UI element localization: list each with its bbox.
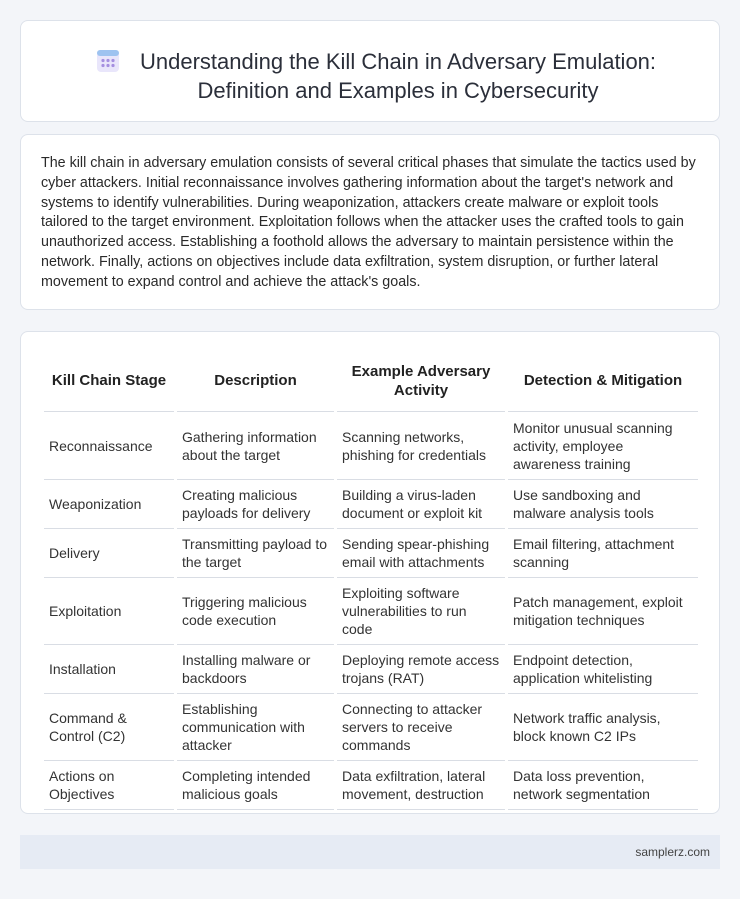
cell-description: Completing intended malicious goals <box>177 761 334 810</box>
cell-stage: Delivery <box>44 529 174 578</box>
cell-example: Deploying remote access trojans (RAT) <box>337 645 505 694</box>
cell-detection: Monitor unusual scanning activity, employee awareness training <box>508 412 698 480</box>
cell-description: Triggering malicious code execution <box>177 578 334 645</box>
cell-example: Exploiting software vulnerabilities to run code <box>337 578 505 645</box>
cell-description: Creating malicious payloads for delivery <box>177 480 334 529</box>
title-wrap <box>61 47 689 105</box>
cell-detection: Patch management, exploit mitigation techniques <box>508 578 698 645</box>
header-description: Description <box>177 350 334 412</box>
cell-stage: Reconnaissance <box>44 412 174 480</box>
title-card <box>20 20 720 122</box>
header-detection: Detection & Mitigation <box>508 350 698 412</box>
cell-description: Gathering information about the target <box>177 412 334 480</box>
calendar-grid-icon <box>94 47 122 75</box>
header-stage: Kill Chain Stage <box>44 350 174 412</box>
cell-detection: Endpoint detection, application whitelisting <box>508 645 698 694</box>
table-row <box>44 645 698 694</box>
cell-example: Sending spear-phishing email with attachments <box>337 529 505 578</box>
table-row <box>44 412 698 480</box>
header-example: Example Adversary Activity <box>337 350 505 412</box>
page-title-line1: Understanding the Kill Chain in Adversary Emulation: <box>139 49 657 74</box>
cell-example: Building a virus-laden document or exploit kit <box>337 480 505 529</box>
page-title-line2: Definition and Examples in Cybersecurity <box>197 78 599 103</box>
intro-paragraph: The kill chain in adversary emulation consists of several critical phases that simulate the tactics used by cyber attackers. Initial reconnaissance involves gathering information about the target's network and systems to identify vulnerabilities. During weaponization, attackers create malware or exploit tools tailored to the target environment. Exploitation follows when the attacker uses the crafted tools to gain unauthorized access. Establishing a foothold allows the adversary to maintain persistence within the network. Finally, actions on objectives include data exfiltration, system disruption, or further lateral movement to expand control and achieve the attack's goals. <box>41 155 696 290</box>
table-row <box>44 529 698 578</box>
table-header-row <box>44 350 698 412</box>
table-row <box>44 480 698 529</box>
kill-chain-table <box>41 350 701 810</box>
cell-detection: Data loss prevention, network segmentation <box>508 761 698 810</box>
cell-stage: Exploitation <box>44 578 174 645</box>
cell-example: Scanning networks, phishing for credentials <box>337 412 505 480</box>
table-row <box>44 761 698 810</box>
table-row <box>44 694 698 761</box>
cell-detection: Email filtering, attachment scanning <box>508 529 698 578</box>
cell-stage: Actions on Objectives <box>44 761 174 810</box>
cell-stage: Command & Control (C2) <box>44 694 174 761</box>
cell-example: Data exfiltration, lateral movement, destruction <box>337 761 505 810</box>
cell-detection: Use sandboxing and malware analysis tools <box>508 480 698 529</box>
table-card <box>20 331 720 814</box>
cell-description: Transmitting payload to the target <box>177 529 334 578</box>
cell-example: Connecting to attacker servers to receive commands <box>337 694 505 761</box>
page-title <box>140 47 656 105</box>
table-row <box>44 578 698 645</box>
footer-site-link[interactable]: samplerz.com <box>635 845 710 859</box>
cell-description: Installing malware or backdoors <box>177 645 334 694</box>
intro-card <box>20 134 720 310</box>
footer-bar <box>20 835 720 869</box>
cell-detection: Network traffic analysis, block known C2 IPs <box>508 694 698 761</box>
cell-stage: Installation <box>44 645 174 694</box>
cell-description: Establishing communication with attacker <box>177 694 334 761</box>
cell-stage: Weaponization <box>44 480 174 529</box>
